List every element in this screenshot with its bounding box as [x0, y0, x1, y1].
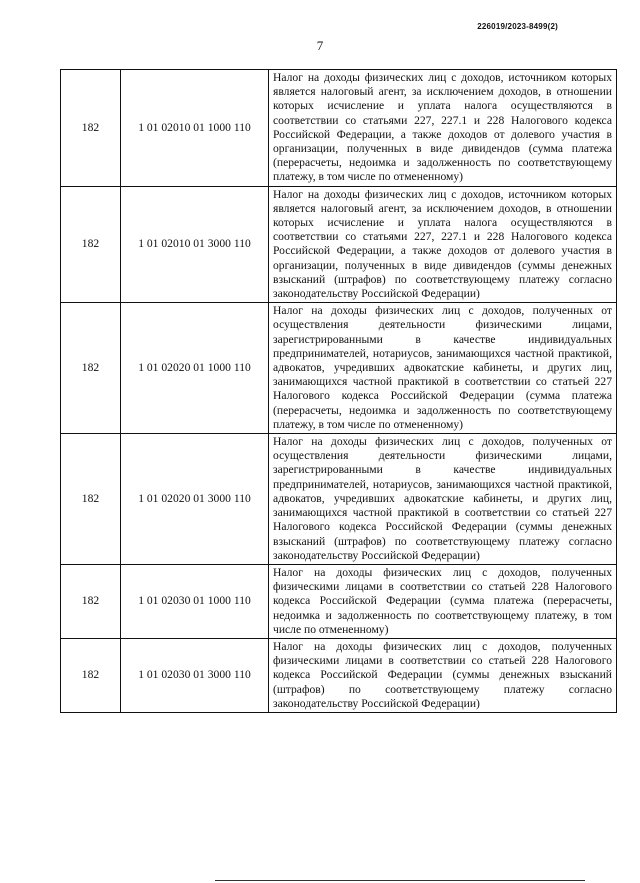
kbk-code-cell: 1 01 02010 01 3000 110 — [121, 186, 269, 303]
table-row — [61, 564, 617, 638]
admin-code-cell: 182 — [61, 638, 121, 712]
table-row — [61, 70, 617, 187]
budget-classification-table — [60, 69, 617, 713]
description-cell: Налог на доходы физических лиц с доходов, источником которых является налоговый агент, за исключением доходов, в отношении которых исчисление и уплата налога осуществляются в соответствии со статьями 227, 227.1 и 228 Налогового кодекса Российской Федерации, а также доходов от долевого участия в организации, полученных в виде дивидендов (сумма платежа (перерасчеты, недоимка и задолженность по соответствующему платежу, в том числе по отмененному) — [269, 70, 617, 187]
kbk-code-cell: 1 01 02020 01 3000 110 — [121, 434, 269, 565]
page-number: 7 — [316, 38, 324, 53]
table-row — [61, 434, 617, 565]
table-row — [61, 638, 617, 712]
kbk-code-cell: 1 01 02030 01 3000 110 — [121, 638, 269, 712]
admin-code-cell: 182 — [61, 434, 121, 565]
kbk-code-cell: 1 01 02020 01 1000 110 — [121, 303, 269, 434]
description-cell: Налог на доходы физических лиц с доходов, полученных от осуществления деятельности физическими лицами, зарегистрированными в качестве индивидуальных предпринимателей, нотариусов, занимающихся частной практикой, адвокатов, учредивших адвокатские кабинеты, и других лиц, занимающихся частной практикой в соответствии со статьей 227 Налогового кодекса Российской Федерации (суммы денежных взысканий (штрафов) по соответствующему платежу согласно законодательству Российской Федерации) — [269, 434, 617, 565]
table-row — [61, 303, 617, 434]
description-cell: Налог на доходы физических лиц с доходов, полученных от осуществления деятельности физическими лицами, зарегистрированными в качестве индивидуальных предпринимателей, нотариусов, занимающихся частной практикой, адвокатов, учредивших адвокатские кабинеты, и других лиц, занимающихся частной практикой в соответствии со статьей 227 Налогового кодекса Российской Федерации (сумма платежа (перерасчеты, недоимка и задолженность по соответствующему платежу, в том числе по отмененному) — [269, 303, 617, 434]
description-cell: Налог на доходы физических лиц с доходов, источником которых является налоговый агент, за исключением доходов, в отношении которых исчисление и уплата налога осуществляются в соответствии со статьями 227, 227.1 и 228 Налогового кодекса Российской Федерации, а также доходов от долевого участия в организации, полученных в виде дивидендов (суммы денежных взысканий (штрафов) по соответствующему платежу согласно законодательству Российской Федерации) — [269, 186, 617, 303]
footer-divider — [215, 880, 585, 881]
admin-code-cell: 182 — [61, 564, 121, 638]
admin-code-cell: 182 — [61, 186, 121, 303]
description-cell: Налог на доходы физических лиц с доходов, полученных физическими лицами в соответствии со статьей 228 Налогового кодекса Российской Федерации (сумма платежа (перерасчеты, недоимка и задолженность по соответствующему платежу, в том числе по отмененному) — [269, 564, 617, 638]
kbk-code-cell: 1 01 02010 01 1000 110 — [121, 70, 269, 187]
document-id: 226019/2023-8499(2) — [477, 22, 558, 31]
admin-code-cell: 182 — [61, 303, 121, 434]
description-cell: Налог на доходы физических лиц с доходов, полученных физическими лицами в соответствии со статьей 228 Налогового кодекса Российской Федерации (суммы денежных взысканий (штрафов) по соответствующему платежу согласно законодательству Российской Федерации) — [269, 638, 617, 712]
kbk-code-cell: 1 01 02030 01 1000 110 — [121, 564, 269, 638]
table-row — [61, 186, 617, 303]
admin-code-cell: 182 — [61, 70, 121, 187]
